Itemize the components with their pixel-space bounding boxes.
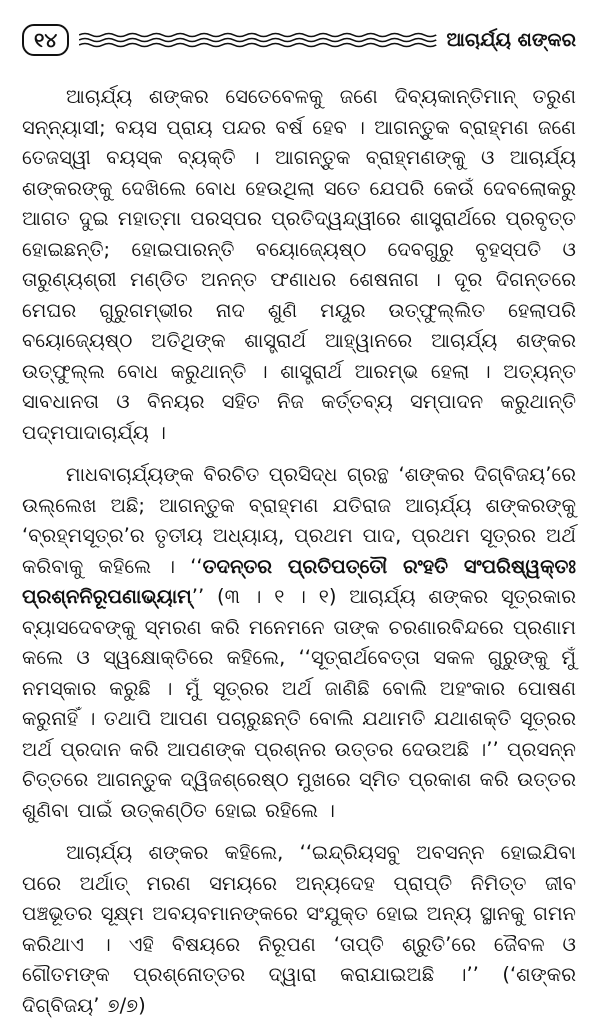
decorative-wave-rule <box>79 31 436 49</box>
page-header <box>22 22 576 58</box>
paragraph-1: ଆଚାର୍ଯ୍ୟ ଶଙ୍କର ସେତେବେଳକୁ ଜଣେ ଦିବ୍ୟକାନ୍ତିମାନ୍ ତରୁଣ ସନ୍ନ୍ୟାସୀ; ବୟସ ପ୍ରାୟ ପନ୍ଦର ବର୍ଷ ହେବ । ଆଗନ୍ତୁକ ବ୍ରାହ୍ମଣ ଜଣେ ତେଜସ୍ୱୀ ବୟସ୍କ ବ୍ୟକ୍ତି । ଆଗନ୍ତୁକ ବ୍ରାହ୍ମଣଙ୍କୁ ଓ ଆଚାର୍ଯ୍ୟ ଶଙ୍କରଙ୍କୁ ଦେଖିଲେ ବୋଧ ହେଉଥିଲା ସତେ ଯେପରି କେଉଁ ଦେବଲୋକରୁ ଆଗତ ଦୁଇ ମହାତ୍ମା ପରସ୍ପର ପ୍ରତିଦ୍ୱନ୍ଦ୍ୱୀରେ ଶାସ୍ତ୍ରାର୍ଥରେ ପ୍ରବୃତ୍ତ ହୋଇଛନ୍ତି; ହୋଇପାରନ୍ତି ବୟୋଜ୍ୟେଷ୍ଠ ଦେବଗୁରୁ ବୃହସ୍ପତି ଓ ତାରୁଣ୍ୟଶ୍ରୀ ମଣ୍ଡିତ ଅନନ୍ତ ଫଣାଧର ଶେଷନାଗ । ଦୂର ଦିଗନ୍ତରେ ମେଘର ଗୁରୁଗମ୍ଭୀର ନାଦ ଶୁଣି ମୟୂର ଉତ୍ଫୁଲ୍ଲିତ ହେଲାପରି ବୟୋଜ୍ୟେଷ୍ଠ ଅତିଥିଙ୍କ ଶାସ୍ତ୍ରାର୍ଥ ଆହ୍ୱାନରେ ଆଚାର୍ଯ୍ୟ ଶଙ୍କର ଉତ୍ଫୁଲ୍ଲ ବୋଧ କରୁଥାନ୍ତି । ଶାସ୍ତ୍ରାର୍ଥ ଆରମ୍ଭ ହେଲା । ଅତ୍ୟନ୍ତ ସାବଧାନତା ଓ ବିନୟର ସହିତ ନିଜ କର୍ତ୍ତବ୍ୟ ସମ୍ପାଦନ କରୁଥାନ୍ତି ପଦ୍ମପାଦାଚାର୍ଯ୍ୟ । <box>22 85 576 444</box>
paragraph-3: ଆଚାର୍ଯ୍ୟ ଶଙ୍କର କହିଲେ, ‘‘ଇନ୍ଦ୍ରିୟସବୁ ଅବସନ୍ନ ହୋଇଯିବା ପରେ ଅର୍ଥାତ୍ ମରଣ ସମୟରେ ଅନ୍ୟଦେହ ପ୍ରାପ୍ତି ନିମିତ୍ତ ଜୀବ ପଞ୍ଚଭୂତର ସୂକ୍ଷ୍ମ ଅବୟବମାନଙ୍କରେ ସଂଯୁକ୍ତ ହୋଇ ଅନ୍ୟ ସ୍ଥାନକୁ ଗମନ କରିଥାଏ । ଏହି ବିଷୟରେ ନିରୂପଣ ‘ତାପ୍ତି ଶ୍ରୁତି’ରେ ଜୈବଳ ଓ ଗୌତମଙ୍କ ପ୍ରଶ୍ନୋତ୍ତର ଦ୍ୱାରା କରାଯାଇଅଛି ।’’ (‘ଶଙ୍କର ଦିଗ୍‌ବିଜୟ’ ୭/୭) <box>22 841 576 1017</box>
paragraph-2-intro: ମାଧବାଚାର୍ଯ୍ୟଙ୍କ ବିରଚିତ ପ୍ରସିଦ୍ଧ ଗ୍ରନ୍ଥ ‘ଶଙ୍କର ଦିଗ୍‌ବିଜୟ’ରେ ଉଲ୍ଲେଖ ଅଛି; ଆଗନ୍ତୁକ ବ୍ରାହ୍ମଣ ଯତିରାଜ ଆଚାର୍ଯ୍ୟ ଶଙ୍କରଙ୍କୁ ‘ବ୍ରହ୍ମସୂତ୍ର’ର ତୃତୀୟ ଅଧ୍ୟାୟ, ପ୍ରଥମ ପାଦ, ପ୍ରଥମ ସୂତ୍ରର ଅର୍ଥ କରିବାକୁ କହିଲେ । ‘‘ <box>22 463 576 578</box>
paragraph-2-rest: ’’ (୩ । ୧ । ୧) ଆଚାର୍ଯ୍ୟ ଶଙ୍କର ସୂତ୍ରକାର ବ୍ୟାସଦେବଙ୍କୁ ସ୍ମରଣ କରି ମନେମନେ ତାଙ୍କ ଚରଣାରବିନ୍ଦରେ ପ୍ରଣାମ କଲେ ଓ ସ୍ୱକ୍ଷୋକ୍ତିରେ କହିଲେ, ‘‘ସୂତ୍ରାର୍ଥବେତ୍ତା ସକଳ ଗୁରୁଙ୍କୁ ମୁଁ ନମସ୍କାର କରୁଛି । ମୁଁ ସୂତ୍ରର ଅର୍ଥ ଜାଣିଛି ବୋଲି ଅହଂକାର ପୋଷଣ କରୁନାହିଁ । ତଥାପି ଆପଣ ପଚାରୁଛନ୍ତି ବୋଲି ଯଥାମତି ଯଥାଶକ୍ତି ସୂତ୍ରର ଅର୍ଥ ପ୍ରଦାନ କରି ଆପଣଙ୍କ ପ୍ରଶ୍ନର ଉତ୍ତର ଦେଉଅଛି ।’’ ପ୍ରସନ୍ନ ଚିତ୍ତରେ ଆଗନ୍ତୁକ ଦ୍ୱିଜଶ୍ରେଷ୍ଠ ମୁଖରେ ସ୍ମିତ ପ୍ରକାଶ କରି ଉତ୍ତର ଶୁଣିବା ପାଇଁ ଉତ୍କଣ୍ଠିତ ହୋଇ ରହିଲେ । <box>22 585 576 822</box>
sutra-quote: ତଦନ୍ତର ପ୍ରତିପତ୍ତୌ ରଂହତି ସଂପରିଷ୍ୱକ୍ତଃ ପ୍ରଶ୍ନନିରୂପଣାଭ୍ୟାମ୍ <box>22 554 576 608</box>
paragraph-2 <box>22 460 576 826</box>
running-title: ଆଚାର୍ଯ୍ୟ ଶଙ୍କର <box>446 29 576 51</box>
body-text <box>22 82 576 1021</box>
page-number: ୧୪ <box>22 24 69 56</box>
